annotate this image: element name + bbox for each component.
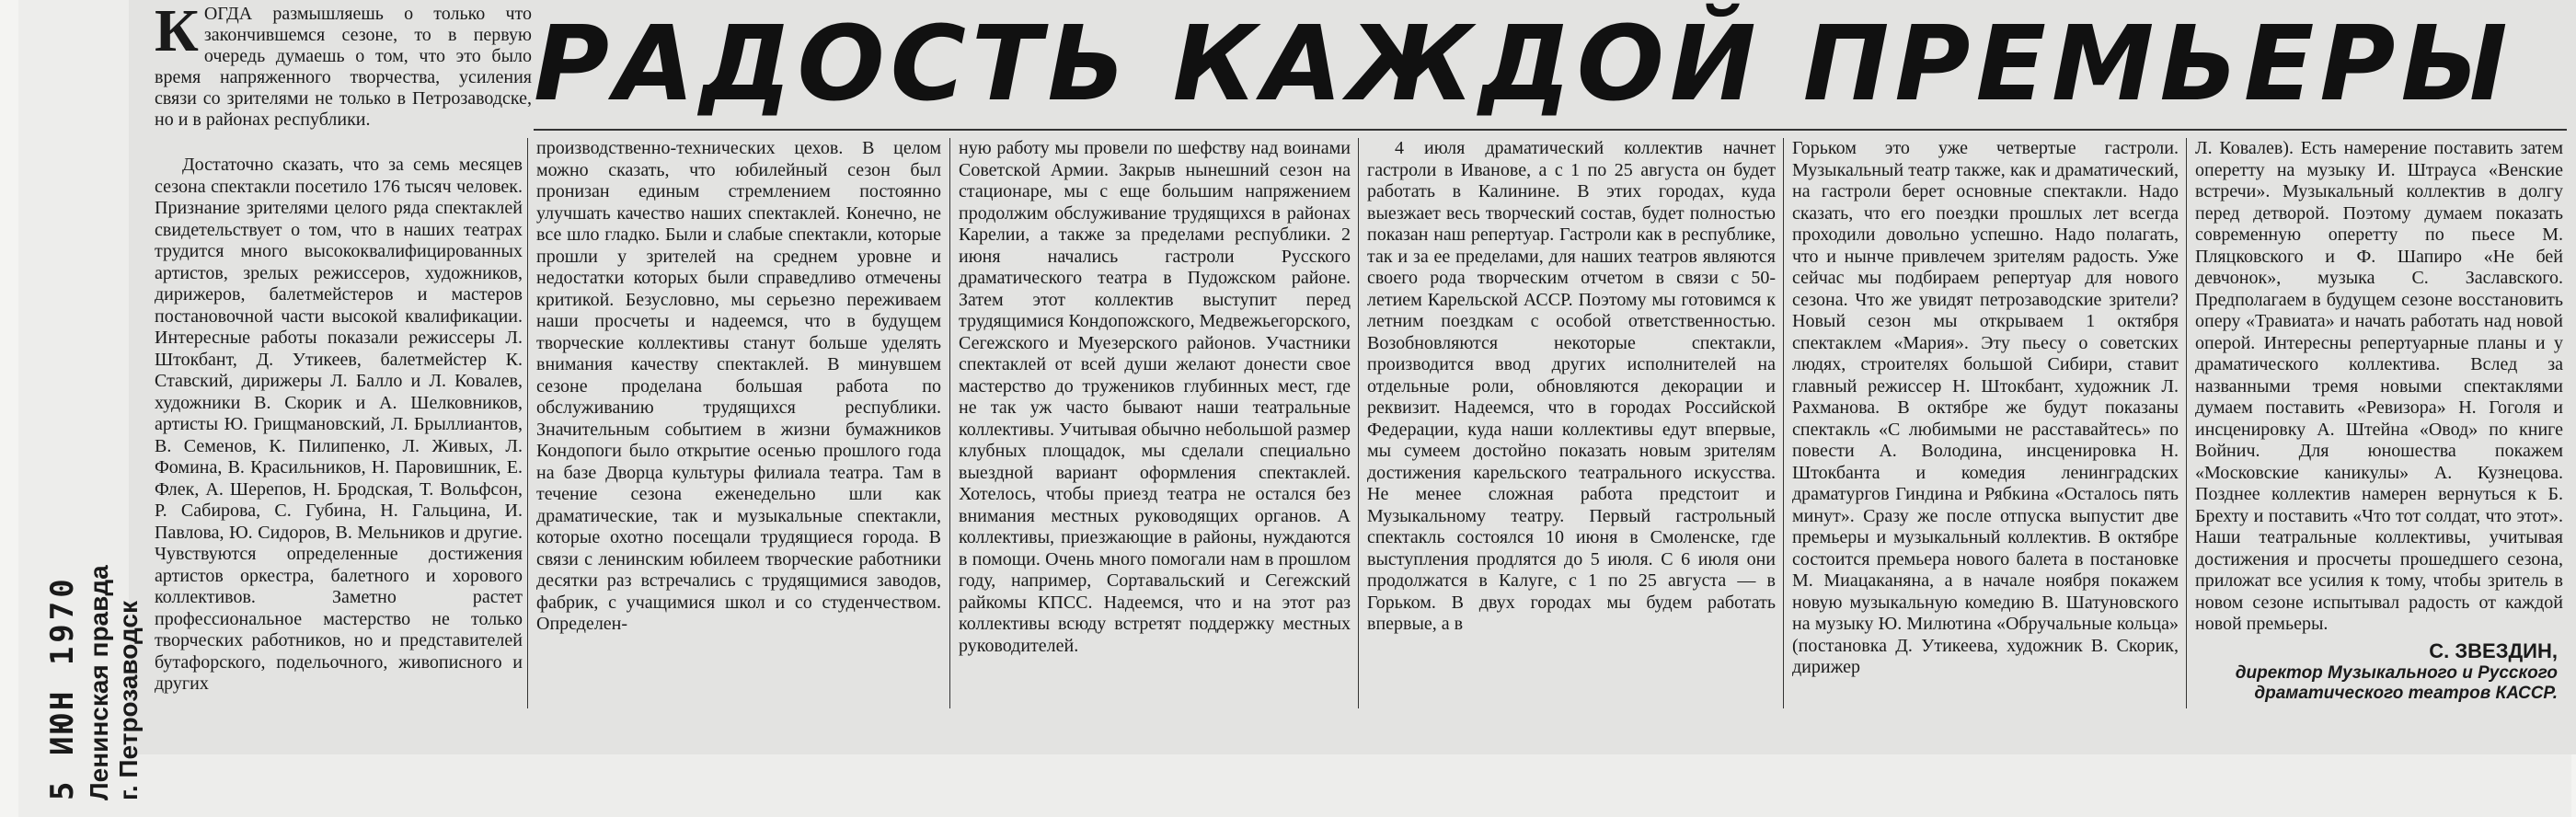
column-text: Л. Ковалев). Есть намерение поставить затем оперетту на музыку И. Штрауса «Венские встречи». Музыкальный коллектив в долгу перед детворой. Поэтому думаем показать современную оперетту по пьесе М. Пляцковского и Ф. Шапиро «Не бей девчонок», музыка С. Заславского. Предполагаем в будущем сезоне восстановить оперу «Травиата» и начать работать над новой оперой. Интересны репертуарные планы и у драматического коллектива. Вслед за названными тремя новыми спектаклями думаем поставить «Ревизора» Н. Гоголя и инсценировку А. Штейна «Овод» по книге Войнич. Для юношества покажем «Московские каникулы» А. Кузнецова. Позднее коллектив намерен вернуться к Б. Брехту и поставить «Что тот солдат, что этот». Наши театральные коллективы, учитывая достижения и просчеты прошедшего сезона, приложат все усилия к тому, чтобы зритель в новом сезоне испытывал радость от каждой новой премьеры. [2195, 138, 2563, 634]
stamp-city: г. Петрозаводск [114, 601, 143, 800]
stamp-date: 5 ИЮН 1970 [44, 575, 81, 800]
article-column-2 [536, 138, 941, 708]
article-headline: РАДОСТЬ КАЖДОЙ ПРЕМЬЕРЫ [534, 5, 2513, 124]
article-column-1 [155, 155, 523, 705]
column-divider [527, 138, 528, 708]
column-divider [2186, 138, 2187, 708]
column-text: Горьком это уже четвертые гастроли. Музыкальный театр также, как и драматический, на гастроли берет основные спектакли. Надо сказать, что его поездки прошлых лет всегда проходили довольно успешно. Надо полагать, что и нынче привлечем зрителям радость. Уже сейчас мы подбираем репертуар для нового сезона. Что же увидят петрозаводские зрители? Новый сезон мы открываем 1 октября спектаклем «Мария». Эту пьесу о советских людях, строителях большой Сибири, ставит главный режиссер Н. Штокбант, художник Л. Рахманова. В октябре же будут показаны спектакль «С любимыми не расставайтесь» по повести А. Володина, инсценировка Н. Штокбанта и комедия ленинградских драматургов Гиндина и Рябкина «Осталось пять минут». Сразу же после отпуска выпустит две премьеры и музыкальный коллектив. В октябре состоится премьера нового балета в постановке М. Миацаканяна, а в начале ноября покажем новую музыкальную комедию В. Шатуновского на музыку Ю. Милютина «Обручальные кольца» (постановка Д. Утикеева, художник В. Скорик, дирижер [1792, 138, 2179, 677]
article-column-4 [1367, 138, 1776, 708]
lead-paragraph [155, 4, 532, 151]
article-column-5 [1792, 138, 2179, 708]
drop-cap: К [155, 4, 199, 64]
article-column-6 [2195, 138, 2563, 635]
author-signature [2171, 639, 2558, 704]
column-text: 4 июля драматический коллектив начнет гастроли в Иванове, а с 1 по 25 августа он будет работать в Калинине. В этих городах, куда выезжает весь творческий состав, будет полностью показан наш репертуар. Гастроли как в республике, так и за ее пределами, для наших театров являются своего рода творческим отчетом в связи с 50-летием Карельской АССР. Поэтому мы готовимся к летним поездкам с особой ответственностью. Возобновляются некоторые спектакли, производится ввод других исполнителей на отдельные роли, обновляются декорации и реквизит. Надеемся, что в городах Российской Федерации, куда наши коллективы едут впервые, мы сумеем достойно показать новым зрителям достижения карельского театрального искусства. Не менее сложная работа предстоит и Музыкальному театру. Первый гастрольный спектакль состоялся 10 июня в Смоленске, где выступления продлятся до 5 июля. С 6 июля они продолжатся в Калуге, с 1 по 25 августа — в Горьком. В двух городах мы будем работать впервые, а в [1367, 138, 1776, 634]
column-divider [949, 138, 950, 708]
article-column-3 [959, 138, 1351, 708]
stamp-newspaper: Ленинская правда [85, 565, 113, 800]
column-text: Достаточно сказать, что за семь месяцев сезона спектакли посетило 176 тысяч человек. Признание зрителями целого ряда спектаклей свидетельствует о том, что в наших театрах трудится много высококвалифицированных артистов, зрелых режиссеров, художников, дирижеров, балетмейстеров и мастеров постановочной части высокой квалификации. Интересные работы показали режиссеры Л. Штокбант, Д. Утикеев, балетмейстер К. Ставский, дирижеры Л. Балло и Л. Ковалев, художники В. Скорик и А. Шелковников, артисты Ю. Грищмановский, Л. Брыллиантов, В. Семенов, К. Пилипенко, Л. Живых, Л. Фомина, В. Красильников, Н. Паровишник, Е. Флек, А. Шерепов, Н. Бродская, Т. Вольфсон, Р. Сабирова, С. Губина, Н. Гальцина, И. Павлова, Ю. Сидоров, В. Мельников и другие. Чувствуются определенные достижения артистов оркестра, балетного и хорового коллективов. Заметно растет профессиональное мастерство не только творческих работников, но и представителей бутафорского, подельочного, живописного и других [155, 155, 523, 694]
clipping-sheet [18, 0, 2571, 817]
lead-text: ОГДА размышляешь о только что закончившемся сезоне, то в первую очередь думаешь о том, что это было время напряженного творчества, усиления связи со зрителями не только в Петрозаводске, но и в районах республики. [155, 4, 532, 130]
headline-rule [534, 129, 2567, 131]
column-divider [1783, 138, 1784, 708]
column-text: ную работу мы провели по шефству над воинами Советской Армии. Закрыв нынешний сезон на стационаре, мы с еще большим напряжением продолжим обслуживание трудящихся в районах Карелии, а также за пределами республики. 2 июня начались гастроли Русского драматического театра в Пудожском районе. Затем этот коллектив выступит перед трудящимися Кондопожского, Медвежьегорского, Сегежского и Муезерского районов. Участники спектаклей от всей души желают донести свое мастерство до тружеников глубинных мест, где не так уж часто бывают наши театральные коллективы. Учитывая обычно небольшой размер клубных площадок, мы сделали специально выездной вариант оформления спектаклей. Хотелось, чтобы приезд театра не остался без внимания местных руководящих органов. А коллективы, приезжающие в районы, нуждаются в помощи. Очень много помогали нам в прошлом году, например, Сортавальский и Сегежский райкомы КПСС. Надеемся, что и на этот раз коллективы всюду встретят поддержку местных руководителей. [959, 138, 1351, 656]
column-text: производственно-технических цехов. В целом можно сказать, что юбилейный сезон был пронизан единым стремлением постоянно улучшать качество наших спектаклей. Конечно, не все шло гладко. Были и слабые спектакли, которые прошли у зрителей на среднем уровне и недостатки которых были справедливо отмечены критикой. Безусловно, мы серьезно переживаем наши просчеты и надеемся, что в будущем творческие коллективы станут больше уделять внимания качеству спектаклей. В минувшем сезоне проделана большая работа по обслуживанию трудящихся республики. Значительным событием в жизни бумажников Кондопоги было открытие осенью прошлого года на базе Дворца культуры филиала театра. Там в течение сезона еженедельно шли как драматические, так и музыкальные спектакли, которые охотно посещали трудящиеся города. В связи с ленинским юбилеем творческие работники десятки раз встречались с трудящимися заводов, фабрик, с учащимися школ и со студенчеством. Определен- [536, 138, 941, 634]
column-divider [1358, 138, 1359, 708]
author-role: директор Музыкального и Русского драматического театров КАССР. [2235, 663, 2558, 703]
archive-stamp [44, 565, 144, 800]
author-name: С. ЗВЕЗДИН, [2429, 639, 2558, 662]
